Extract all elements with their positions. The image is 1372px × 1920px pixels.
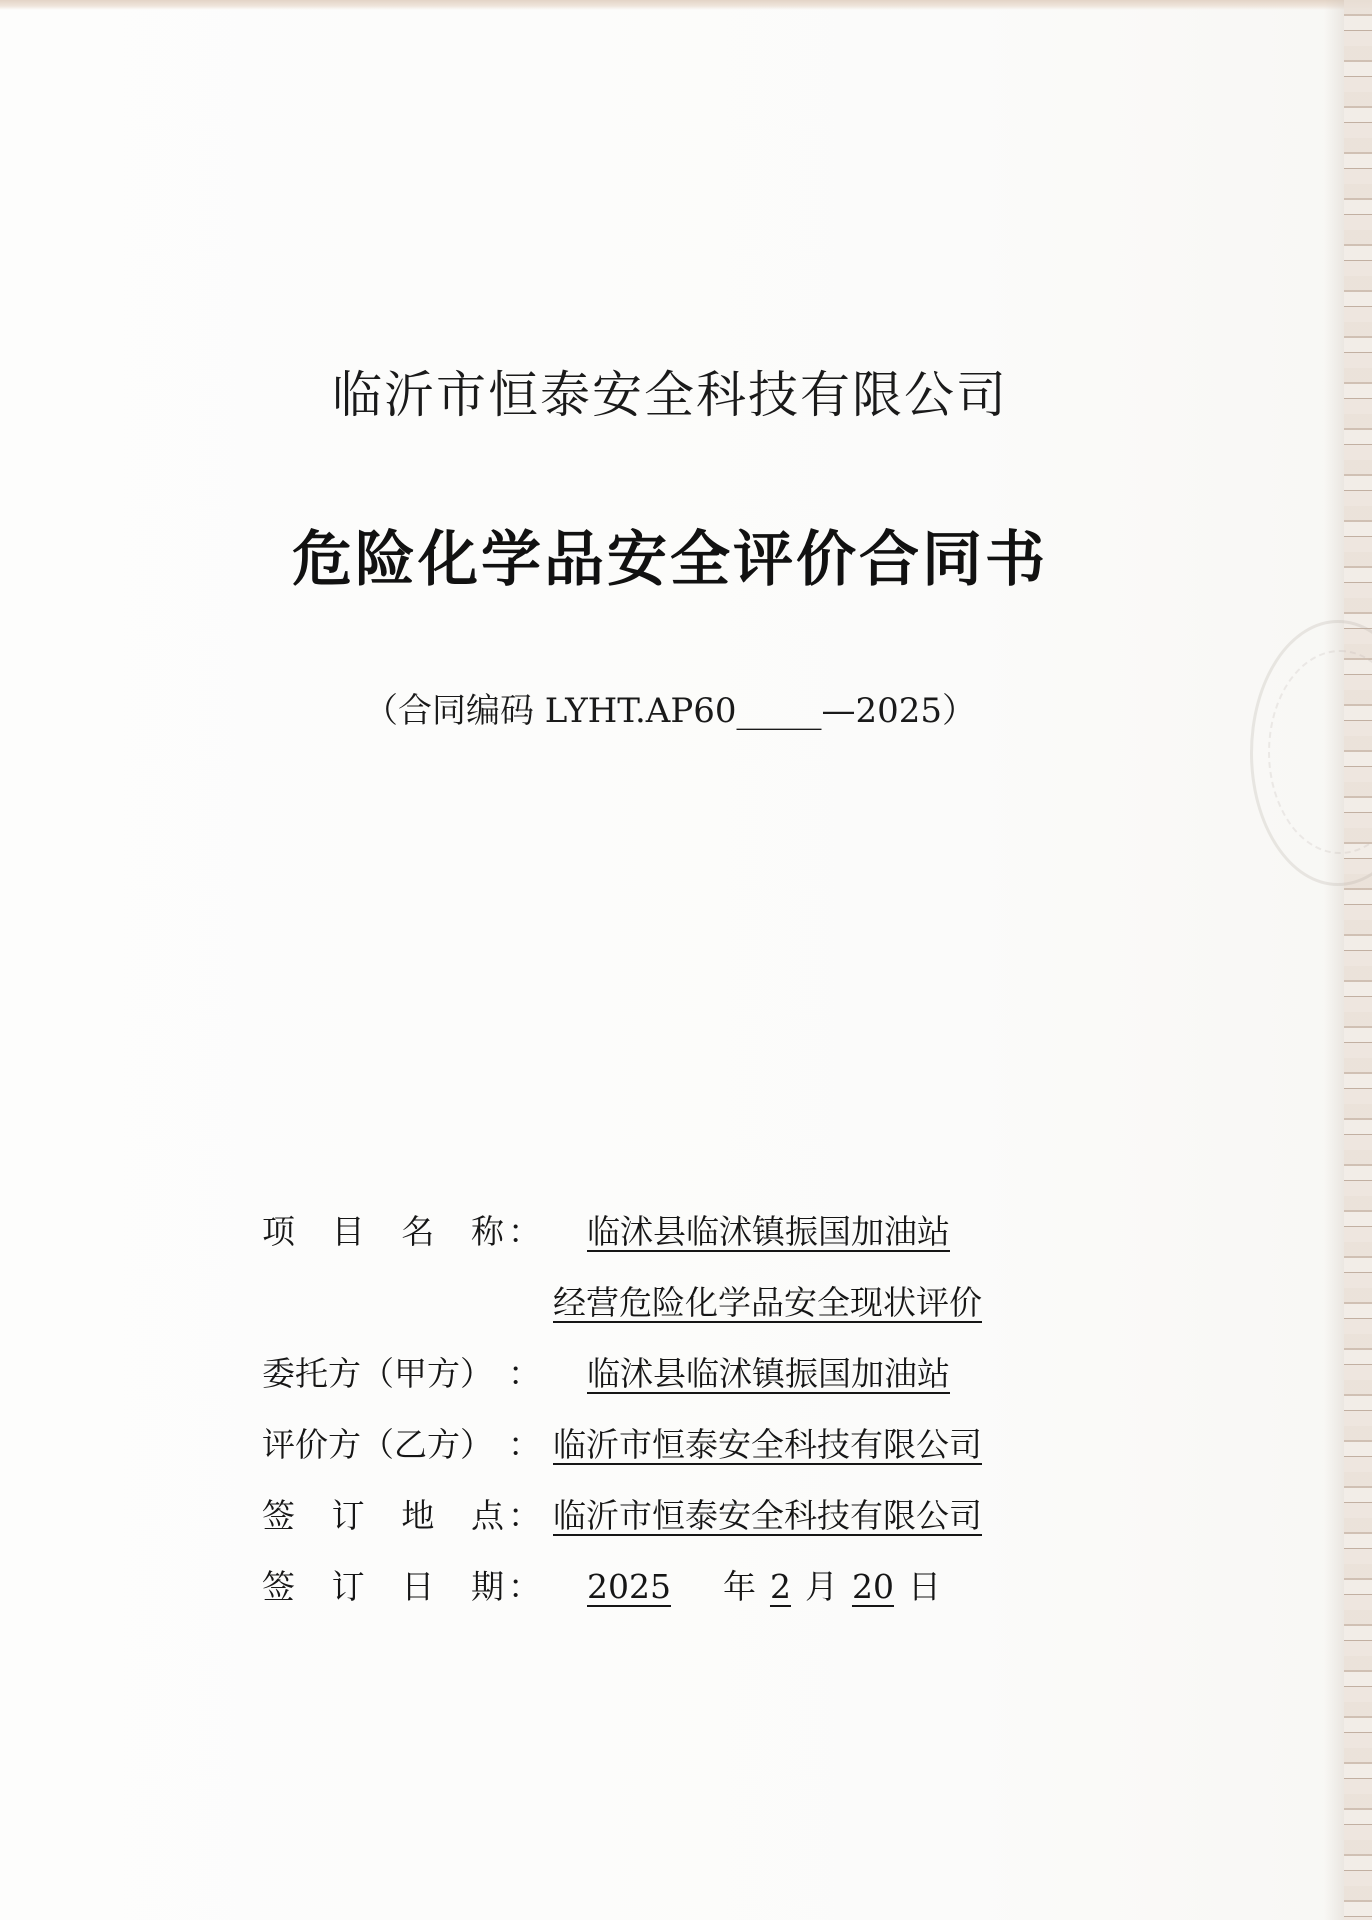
date-colon: ： bbox=[508, 1567, 541, 1606]
scan-top-edge bbox=[0, 0, 1372, 10]
date-year: 2025 bbox=[587, 1567, 671, 1606]
date-value bbox=[553, 1565, 941, 1609]
date-label: 签 订 日 期 bbox=[262, 1567, 504, 1606]
project-value-line1: 临沭县临沭镇振国加油站 bbox=[587, 1212, 950, 1251]
date-year-unit: 年 bbox=[722, 1567, 756, 1606]
project-colon: ： bbox=[508, 1212, 541, 1251]
evaluator-label: 评价方（乙方） bbox=[262, 1425, 493, 1464]
place-label: 签 订 地 点 bbox=[262, 1496, 504, 1535]
project-label: 项 目 名 称 bbox=[262, 1212, 504, 1251]
project-value-line2: 经营危险化学品安全现状评价 bbox=[553, 1283, 982, 1322]
client-label: 委托方（甲方） bbox=[262, 1354, 493, 1393]
date-month-unit: 月 bbox=[804, 1567, 838, 1606]
evaluator-colon: ： bbox=[508, 1425, 541, 1464]
client-colon: ： bbox=[508, 1354, 541, 1393]
binding-shadow bbox=[1324, 0, 1344, 1920]
company-title: 临沂市恒泰安全科技有限公司 bbox=[332, 366, 1008, 424]
date-day-unit: 日 bbox=[907, 1567, 941, 1606]
date-month: 2 bbox=[769, 1567, 791, 1606]
contract-code: （合同编码 LYHT.AP60_____—2025） bbox=[363, 691, 977, 731]
document-title: 危险化学品安全评价合同书 bbox=[292, 525, 1048, 595]
place-value: 临沂市恒泰安全科技有限公司 bbox=[553, 1496, 982, 1535]
place-colon: ： bbox=[508, 1496, 541, 1535]
client-value: 临沭县临沭镇振国加油站 bbox=[587, 1354, 950, 1393]
binding-edge bbox=[1344, 0, 1372, 1920]
evaluator-value: 临沂市恒泰安全科技有限公司 bbox=[553, 1425, 982, 1464]
date-day: 20 bbox=[851, 1567, 894, 1606]
